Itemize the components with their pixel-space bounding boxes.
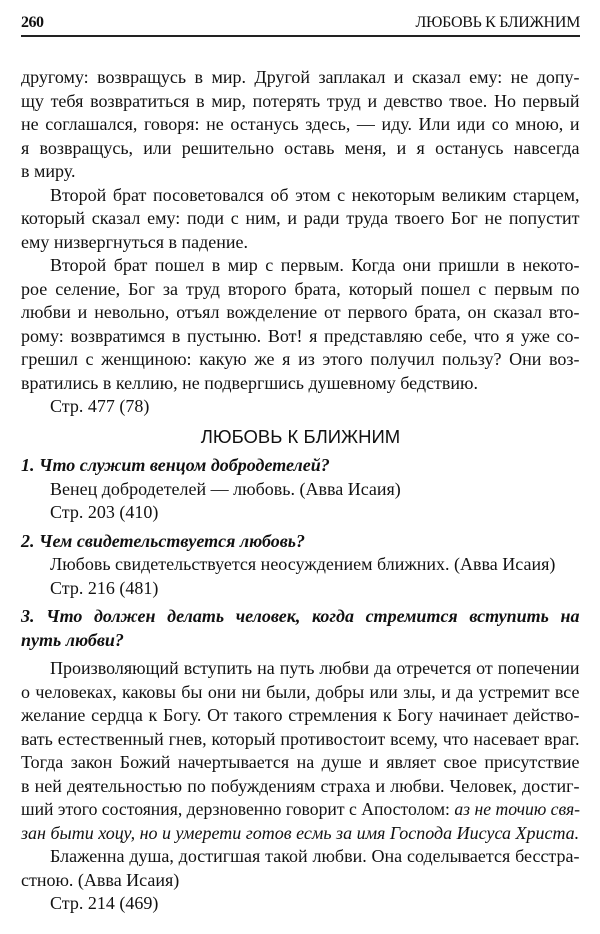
text-line: который сказал ему: поди с ним, и ради труда твоего Бог не попустит [21, 208, 580, 228]
paragraph [21, 66, 580, 184]
text-line: Произволяющий вступить на путь любви да отречется от попечении [50, 658, 580, 678]
text-line: вать естественный гнев, который противостоит всему, что насевает враг. [21, 728, 580, 749]
text-line: о человеках, каковы бы они ни были, добры или злы, и да устремит все [21, 681, 580, 702]
reference: Стр. 203 (410) [50, 502, 159, 522]
paragraph [21, 657, 580, 845]
text-line: другому: возвращусь в мир. Другой заплакал и сказал ему: не допу- [21, 67, 580, 87]
paragraph [21, 254, 580, 395]
text-line [21, 798, 580, 822]
question-line: путь любви? [21, 629, 124, 650]
reference: Стр. 214 (469) [50, 893, 159, 913]
text-line: я возвращусь, или решительно оставь меня, и я останусь навсегда [21, 137, 580, 158]
section-title: ЛЮБОВЬ К БЛИЖНИМ [200, 425, 401, 447]
answer-text: Венец добродетелей — любовь. (Авва Исаия) [50, 478, 401, 499]
text-line: ему низвергнуться в падение. [21, 231, 249, 252]
reference: Стр. 477 (78) [50, 396, 150, 416]
text-line: в ней деятельностью по побуждениям страха и любви. Человек, достиг- [21, 775, 580, 796]
answer-2 [21, 553, 580, 600]
text-line: щу тебя возвратиться в мир, потерять труд и девство твое. Но первый [21, 90, 580, 111]
paragraph [21, 184, 580, 255]
text-line: Тогда закон Божий начертывается на душе и являет свое присутствие [21, 752, 580, 772]
intro-text [21, 66, 580, 395]
text-line: рое селение, Бог за труд второго брата, который пошел с первым по [21, 278, 580, 299]
page-content [21, 66, 580, 916]
text-line: Второй брат посоветовался об этом с некоторым великим старцем, [50, 184, 580, 205]
text-line: в миру. [21, 161, 76, 181]
answer-3 [21, 657, 580, 916]
question-text: 1. Что служит венцом добродетелей? [21, 455, 330, 475]
running-head [21, 8, 580, 37]
scripture-quote: аз не точию свя- [454, 799, 581, 819]
text-regular: ший этого состояния, дерзновенно говорит с Апостолом: [21, 799, 455, 819]
text-line: желание сердца к Богу. От такого стремления к Богу начинает действо- [21, 705, 580, 725]
scripture-quote: зан быти хоцу, но и умерети готов есмь за имя Господа Иисуса Христа. [21, 822, 580, 843]
question-line: 3. Что должен делать человек, когда стремится вступить на [21, 606, 580, 626]
page-number: 260 [21, 14, 44, 31]
text-line: вратились в келлию, не подвергшись душевному бедствию. [21, 372, 478, 393]
question-2 [21, 530, 580, 554]
text-line: Блаженна душа, достигшая такой любви. Она соделывается бесстра- [50, 846, 580, 866]
question-1 [21, 454, 580, 478]
answer-text: Любовь свидетельствуется неосуждением ближних. (Авва Исаия) [50, 554, 556, 574]
text-line: стною. (Авва Исаия) [21, 869, 180, 890]
text-line: Второй брат пошел в мир с первым. Когда они пришли в некото- [50, 255, 580, 275]
question-text: 2. Чем свидетельствуется любовь? [21, 530, 306, 551]
text-line: рому: возвратимся в пустыню. Вот! я представляю себе, что я уже со- [21, 325, 580, 346]
paragraph [21, 845, 580, 892]
text-line: грешил с женщиною: какую же я из этого получил пользу? Они воз- [21, 349, 580, 369]
reference: Стр. 216 (481) [50, 577, 159, 598]
text-line: не соглашался, говоря: не останусь здесь, — иду. Или иди со мною, и [21, 114, 580, 134]
answer-1 [21, 478, 580, 525]
text-line: любви и невольно, отъял вожделение от первого брата, он сказал вто- [21, 302, 580, 322]
running-title: ЛЮБОВЬ К БЛИЖНИМ [415, 14, 580, 31]
question-3 [21, 605, 580, 652]
